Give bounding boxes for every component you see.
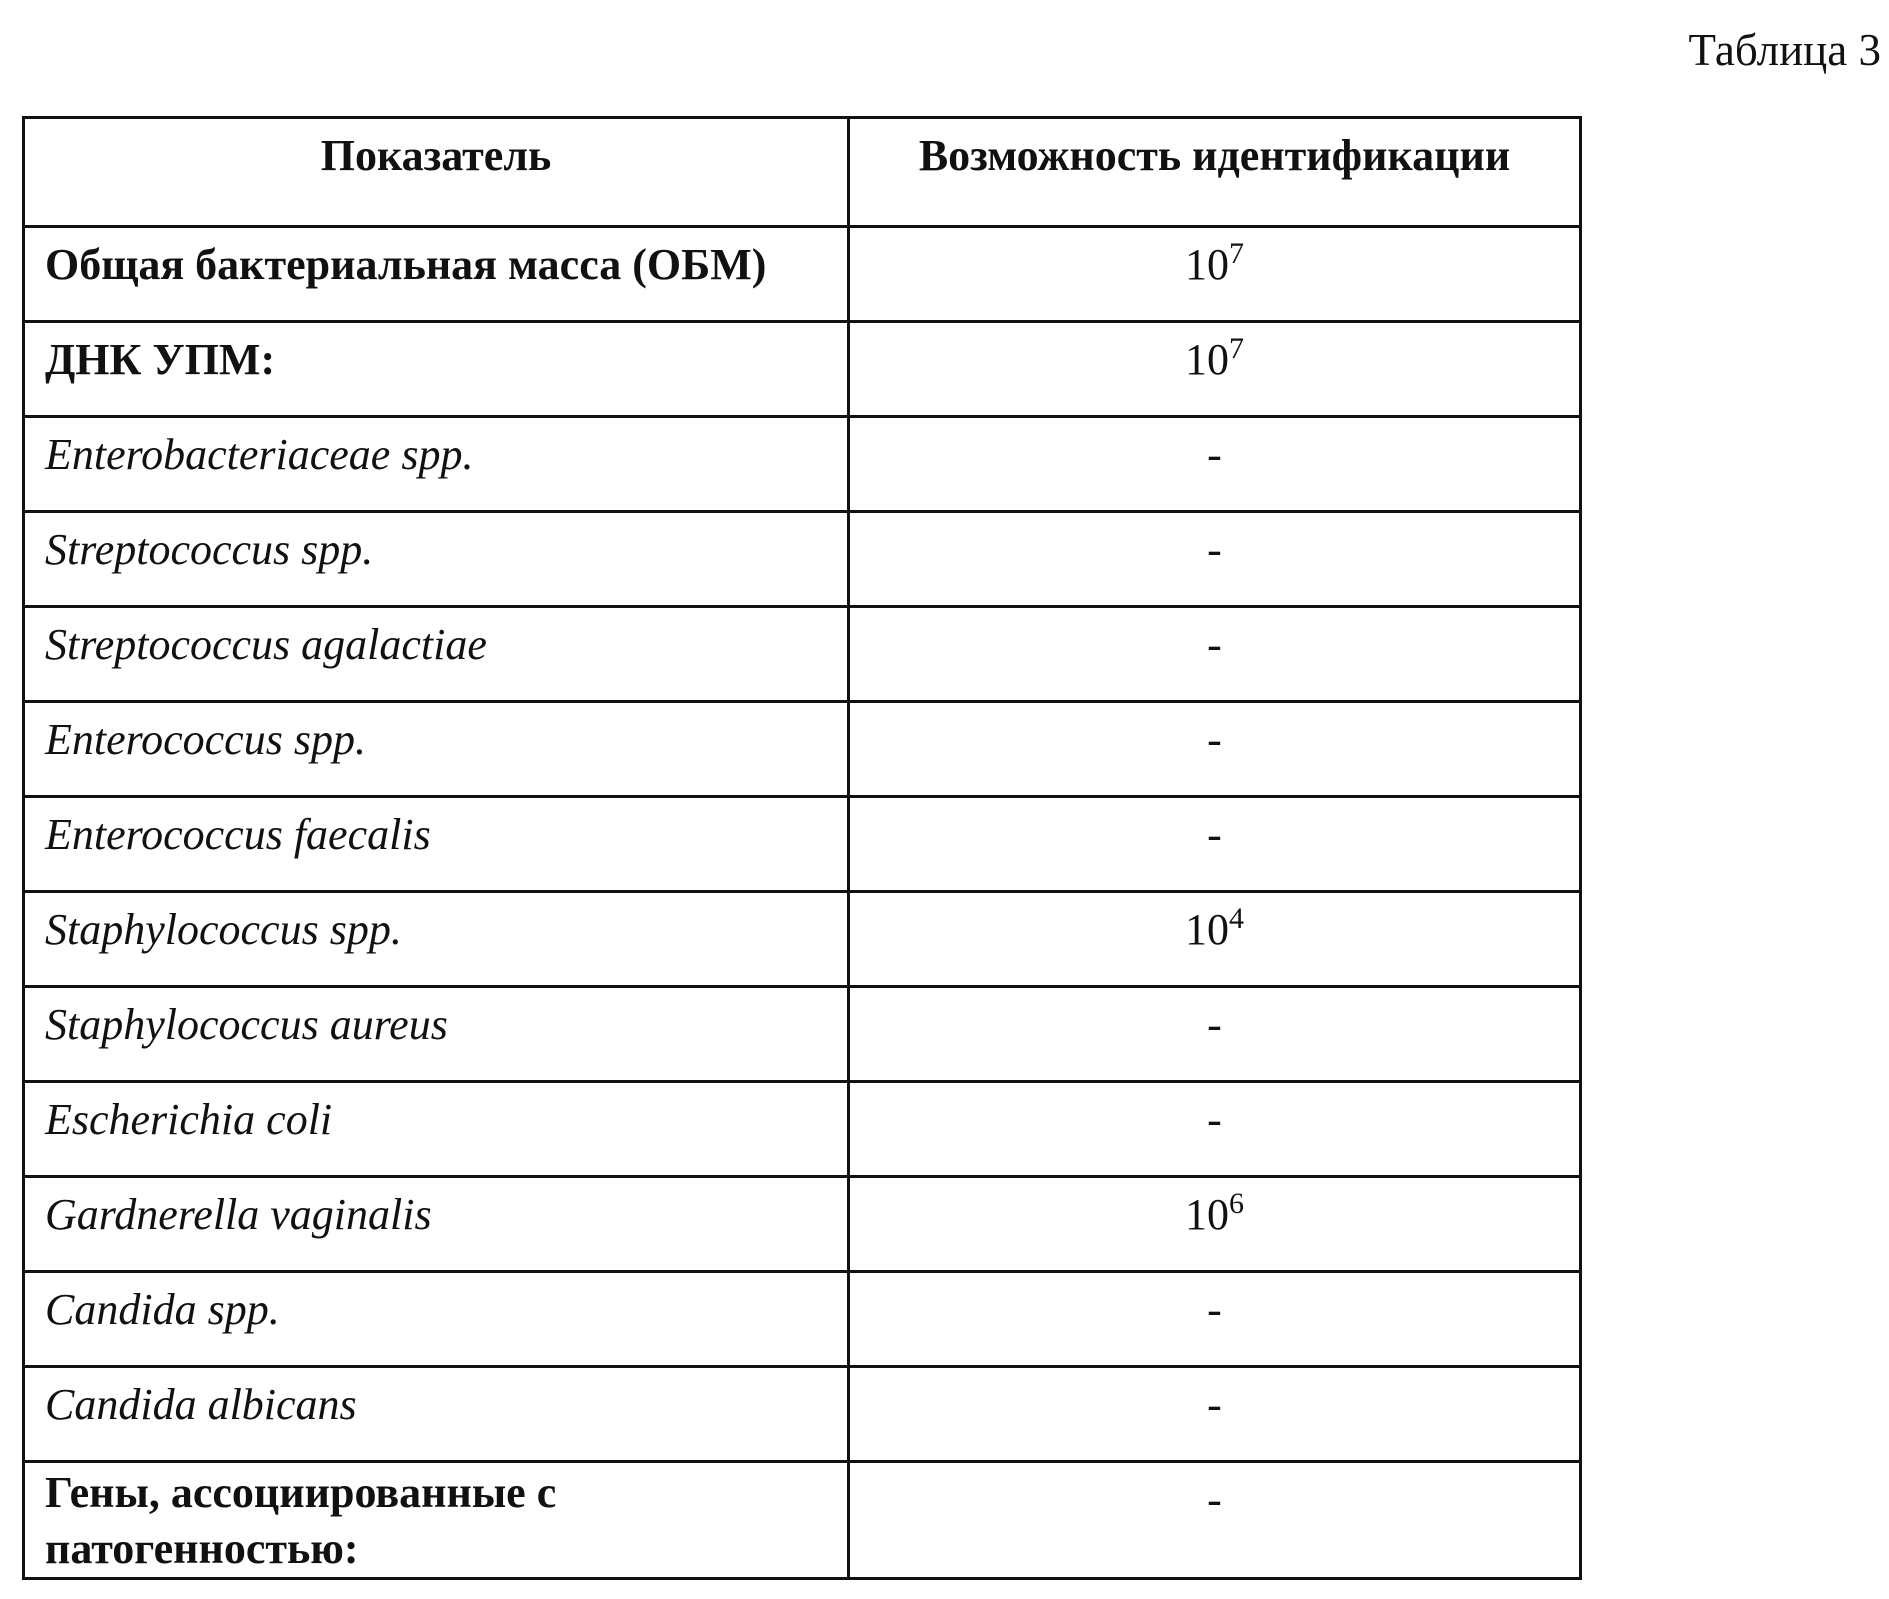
row-name: Escherichia coli: [24, 1082, 849, 1177]
row-value: [849, 702, 1581, 797]
row-value: [849, 1272, 1581, 1367]
value-base: 10: [1185, 335, 1229, 384]
value-exponent: 7: [1229, 237, 1244, 270]
value-base: -: [1207, 1000, 1222, 1049]
table-caption: Таблица 3: [1688, 25, 1881, 75]
row-name: Гены, ассоциированные с патогенностью:: [24, 1462, 849, 1579]
row-value: [849, 1082, 1581, 1177]
row-name: Gardnerella vaginalis: [24, 1177, 849, 1272]
row-name: ДНК УПМ:: [24, 322, 849, 417]
row-name: Streptococcus spp.: [24, 512, 849, 607]
table-row: [24, 227, 1581, 322]
row-value: [849, 417, 1581, 512]
value-base: -: [1207, 1475, 1222, 1524]
row-name: Staphylococcus aureus: [24, 987, 849, 1082]
table-header-row: [24, 118, 1581, 227]
value-base: -: [1207, 715, 1222, 764]
value-base: -: [1207, 1380, 1222, 1429]
row-value: [849, 1367, 1581, 1462]
value-exponent: 4: [1229, 902, 1244, 935]
value-exponent: 7: [1229, 332, 1244, 365]
table-row: [24, 702, 1581, 797]
table-row: [24, 797, 1581, 892]
table-row: [24, 1177, 1581, 1272]
row-value: [849, 987, 1581, 1082]
header-identification: Возможность идентификации: [849, 118, 1581, 227]
row-value: [849, 322, 1581, 417]
row-value: [849, 1462, 1581, 1579]
value-base: 10: [1185, 905, 1229, 954]
value-base: 10: [1185, 1190, 1229, 1239]
row-name: Candida albicans: [24, 1367, 849, 1462]
row-value: [849, 227, 1581, 322]
table-row: [24, 1272, 1581, 1367]
table-row: [24, 1462, 1581, 1579]
value-base: -: [1207, 810, 1222, 859]
value-base: -: [1207, 620, 1222, 669]
table-row: [24, 607, 1581, 702]
value-base: -: [1207, 1285, 1222, 1334]
value-base: -: [1207, 525, 1222, 574]
value-base: -: [1207, 430, 1222, 479]
row-name: Staphylococcus spp.: [24, 892, 849, 987]
table-row: [24, 892, 1581, 987]
table-row: [24, 987, 1581, 1082]
value-exponent: 6: [1229, 1187, 1244, 1220]
row-value: [849, 607, 1581, 702]
results-table: [22, 116, 1582, 1580]
row-name: Candida spp.: [24, 1272, 849, 1367]
table-row: [24, 1082, 1581, 1177]
row-value: [849, 892, 1581, 987]
row-name: Общая бактериальная масса (ОБМ): [24, 227, 849, 322]
row-value: [849, 512, 1581, 607]
row-name: Enterococcus spp.: [24, 702, 849, 797]
row-name: Enterobacteriaceae spp.: [24, 417, 849, 512]
table-row: [24, 322, 1581, 417]
row-name: Enterococcus faecalis: [24, 797, 849, 892]
header-indicator: Показатель: [24, 118, 849, 227]
value-base: 10: [1185, 240, 1229, 289]
table-row: [24, 512, 1581, 607]
table-row: [24, 1367, 1581, 1462]
row-value: [849, 797, 1581, 892]
row-value: [849, 1177, 1581, 1272]
value-base: -: [1207, 1095, 1222, 1144]
row-name: Streptococcus agalactiae: [24, 607, 849, 702]
table-row: [24, 417, 1581, 512]
